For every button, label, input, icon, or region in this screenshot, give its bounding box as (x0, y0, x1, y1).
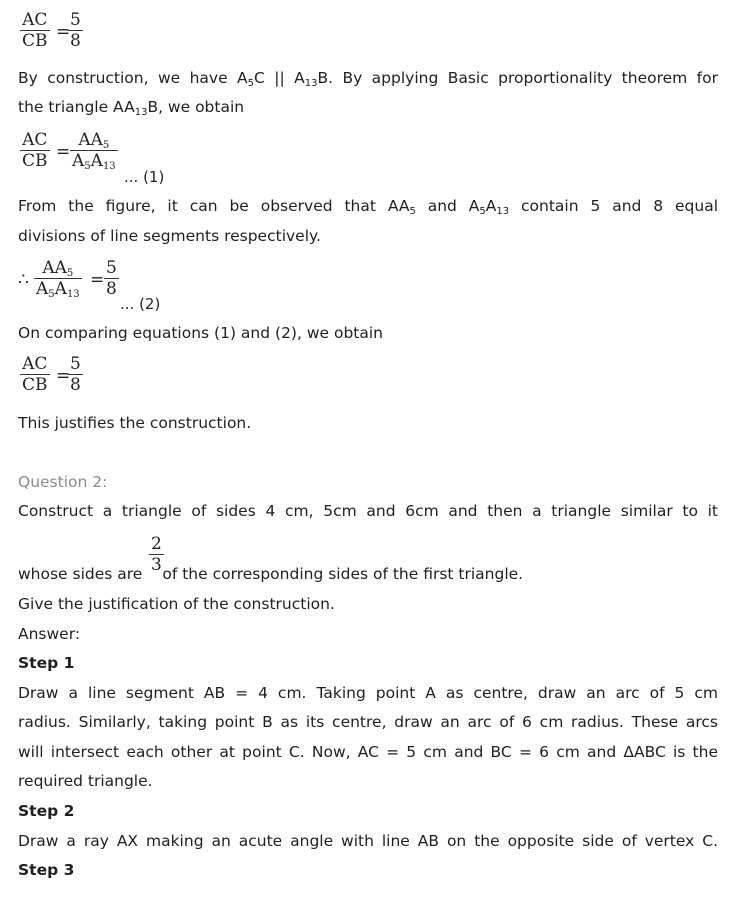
text: the triangle AA (18, 98, 135, 116)
paragraph-observation-line2: divisions of line segments respectively. (18, 227, 321, 245)
subscript: 5 (102, 140, 110, 151)
question-text-line2 (18, 564, 718, 584)
step-1-heading: Step 1 (18, 654, 75, 672)
text: AA (42, 258, 67, 278)
equals-sign: = (56, 366, 71, 386)
denominator: CB (22, 31, 48, 51)
numerator (70, 130, 118, 151)
numerator: 2 (151, 534, 162, 554)
text: B, we obtain (147, 98, 245, 116)
step-1-line: radius. Similarly, taking point B as its centre, draw an arc of 6 cm radius. These arcs (18, 713, 718, 731)
fraction-ac-cb (20, 354, 50, 395)
subscript: 13 (134, 107, 148, 118)
numerator: AC (20, 354, 50, 375)
step-2-heading: Step 2 (18, 802, 75, 820)
subscript: 13 (496, 206, 510, 217)
subscript: 5 (479, 206, 486, 217)
equation-label-1: ... (1) (124, 168, 165, 186)
denominator (70, 151, 118, 171)
step-1-line: will intersect each other at point C. Now, AC = 5 cm and BC = 6 cm and ΔABC is the (18, 743, 718, 761)
fraction-5-8 (68, 354, 83, 395)
text: A (54, 279, 67, 299)
text: A (36, 279, 49, 299)
numerator: AC (20, 130, 50, 151)
text: contain 5 and 8 equal (509, 197, 719, 215)
denominator (34, 279, 82, 299)
question-text-line1: Construct a triangle of sides 4 cm, 5cm and 6cm and then a triangle similar to it (18, 502, 718, 520)
denominator: 8 (106, 279, 117, 299)
step-2-line: Draw a ray AX making an acute angle with line AB on the opposite side of vertex C. (18, 832, 718, 850)
equals-sign: = (56, 22, 71, 42)
denominator: CB (22, 151, 48, 171)
step-3-heading: Step 3 (18, 861, 75, 879)
subscript: 5 (66, 268, 74, 279)
step-1-line: Draw a line segment AB = 4 cm. Taking point A as centre, draw an arc of 5 cm (18, 684, 718, 702)
subscript: 13 (102, 161, 116, 172)
fraction-aa5-a5a13 (70, 130, 118, 171)
denominator: 8 (70, 375, 81, 395)
step-1-line: required triangle. (18, 772, 153, 790)
text: A (72, 151, 85, 171)
numerator (34, 258, 82, 279)
equals-sign: = (56, 142, 71, 162)
fraction-ac-cb (20, 130, 50, 171)
answer-label: Answer: (18, 625, 81, 643)
question-heading: Question 2: (18, 473, 108, 491)
subscript: 13 (304, 78, 318, 89)
subscript: 13 (66, 289, 80, 300)
fraction-ac-cb (20, 10, 50, 51)
fraction-5-8 (104, 258, 119, 299)
question-text-line3: Give the justification of the construction. (18, 595, 335, 613)
therefore-symbol: ∴ (18, 270, 29, 290)
text: whose sides are (18, 565, 143, 583)
text: From the figure, it can be observed that AA (18, 197, 410, 215)
denominator: CB (22, 375, 48, 395)
numerator: 5 (106, 258, 117, 278)
paragraph-construction-line2 (18, 97, 718, 117)
paragraph-observation (18, 196, 718, 216)
subscript: 5 (247, 78, 255, 89)
numerator: 5 (70, 354, 81, 374)
equation-label-2: ... (2) (120, 295, 161, 313)
text: A (90, 151, 103, 171)
paragraph-comparing: On comparing equations (1) and (2), we obtain (18, 324, 383, 342)
subscript: 5 (409, 206, 416, 217)
text: C || A (254, 69, 305, 87)
text: B. By applying Basic proportionality theorem for (317, 69, 718, 87)
subscript: 5 (48, 289, 55, 300)
denominator: 8 (70, 31, 81, 51)
text: of the corresponding sides of the first triangle. (162, 565, 524, 583)
numerator: AC (20, 10, 50, 31)
text: By construction, we have A (18, 69, 248, 87)
text: and A (415, 197, 480, 215)
text: AA (78, 130, 103, 150)
fraction-5-8 (68, 10, 83, 51)
denominator: 3 (151, 555, 162, 575)
paragraph-justification: This justifies the construction. (18, 414, 252, 432)
text: A (485, 197, 497, 215)
numerator: 5 (70, 10, 81, 30)
paragraph-construction (18, 68, 718, 88)
subscript: 5 (84, 161, 91, 172)
equals-sign: = (90, 270, 105, 290)
fraction-aa5-a5a13 (34, 258, 82, 299)
